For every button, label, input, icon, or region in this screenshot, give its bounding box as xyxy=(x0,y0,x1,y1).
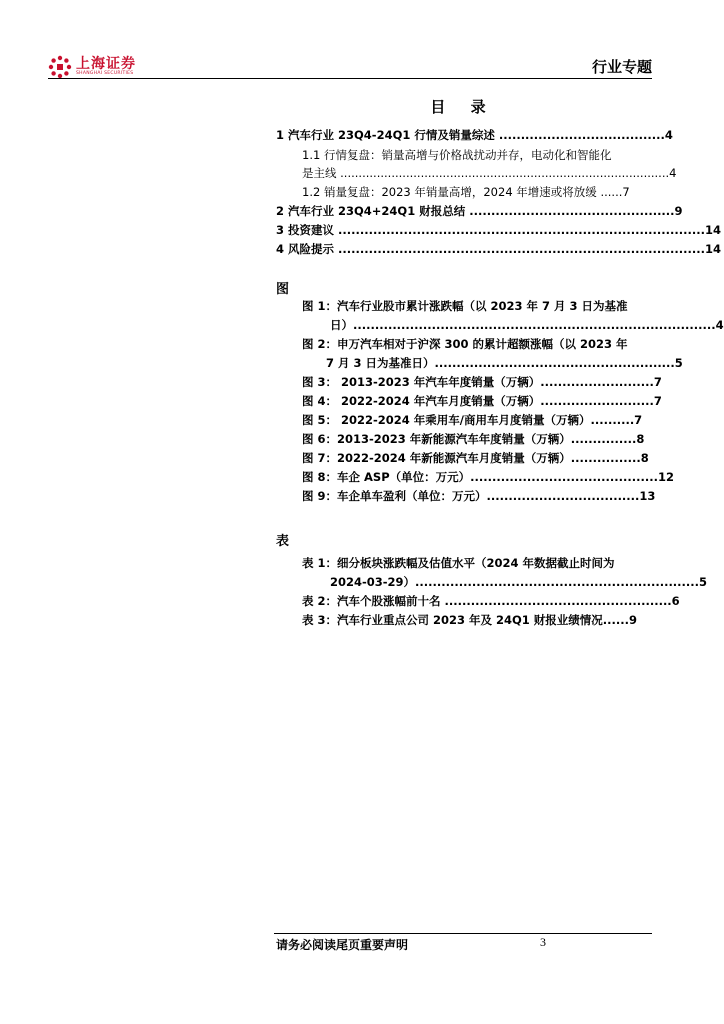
header-divider xyxy=(48,78,652,79)
figure-entry[interactable]: 图 1：汽车行业股市累计涨跌幅（以 2023 年 7 月 3 日为基准 xyxy=(302,299,628,313)
tables-heading: 表 xyxy=(276,534,290,549)
logo-english-name: SHANGHAI SECURITIES xyxy=(76,71,134,77)
figure-entry[interactable]: 图 2：申万汽车相对于沪深 300 的累计超额涨幅（以 2023 年 xyxy=(302,337,628,351)
figure-entry[interactable]: 日）...................................................................................4 xyxy=(330,318,724,332)
table-entry[interactable]: 2024-03-29）.................................................................5 xyxy=(330,575,708,589)
toc-entry[interactable]: 1.2 销量复盘：2023 年销量高增，2024 年增速或将放缓 ......7 xyxy=(302,185,630,199)
figure-entry[interactable]: 图 5： 2022-2024 年乘用车/商用车月度销量（万辆）..........7 xyxy=(302,413,643,427)
figure-entry[interactable]: 7 月 3 日为基准日）.......................................................5 xyxy=(326,356,683,370)
table-entry[interactable]: 表 1：细分板块涨跌幅及估值水平（2024 年数据截止时间为 xyxy=(302,556,615,570)
table-entry[interactable]: 表 3：汽车行业重点公司 2023 年及 24Q1 财报业绩情况......9 xyxy=(302,613,638,627)
figure-entry[interactable]: 图 9：车企单车盈利（单位：万元）...................................13 xyxy=(302,489,656,503)
toc-entry[interactable]: 1 汽车行业 23Q4-24Q1 行情及销量综述 ......................................4 xyxy=(276,128,673,142)
toc-entry[interactable]: 3 投资建议 ....................................................................................14 xyxy=(276,223,721,237)
toc-entry[interactable]: 1.1 行情复盘：销量高增与价格战扰动并存，电动化和智能化 xyxy=(302,148,612,162)
toc-entry[interactable]: 是主线 ..........................................................................................4 xyxy=(302,166,677,180)
table-entry[interactable]: 表 2：汽车个股涨幅前十名 ....................................................6 xyxy=(302,594,680,608)
figure-entry[interactable]: 图 4： 2022-2024 年汽车月度销量（万辆）..........................7 xyxy=(302,394,662,408)
figure-entry[interactable]: 图 6：2013-2023 年新能源汽车年度销量（万辆）...............8 xyxy=(302,432,645,446)
company-logo xyxy=(48,55,136,79)
footer-disclaimer: 请务必阅读尾页重要声明 xyxy=(276,938,409,952)
toc-entry[interactable]: 4 风险提示 ....................................................................................14 xyxy=(276,242,721,256)
figure-entry[interactable]: 图 3： 2013-2023 年汽车年度销量（万辆）..........................7 xyxy=(302,375,662,389)
footer-divider xyxy=(274,933,652,934)
toc-entry[interactable]: 2 汽车行业 23Q4+24Q1 财报总结 ...............................................9 xyxy=(276,204,683,218)
figure-entry[interactable]: 图 8：车企 ASP（单位：万元）...........................................12 xyxy=(302,470,674,484)
toc-title: 目 录 xyxy=(430,98,496,116)
logo-chinese-name: 上海证券 xyxy=(76,56,136,73)
figures-heading: 图 xyxy=(276,282,290,297)
logo-mark-icon xyxy=(48,55,72,79)
page-number: 3 xyxy=(540,935,546,949)
figure-entry[interactable]: 图 7：2022-2024 年新能源汽车月度销量（万辆）................8 xyxy=(302,451,649,465)
document-type: 行业专题 xyxy=(591,58,652,76)
